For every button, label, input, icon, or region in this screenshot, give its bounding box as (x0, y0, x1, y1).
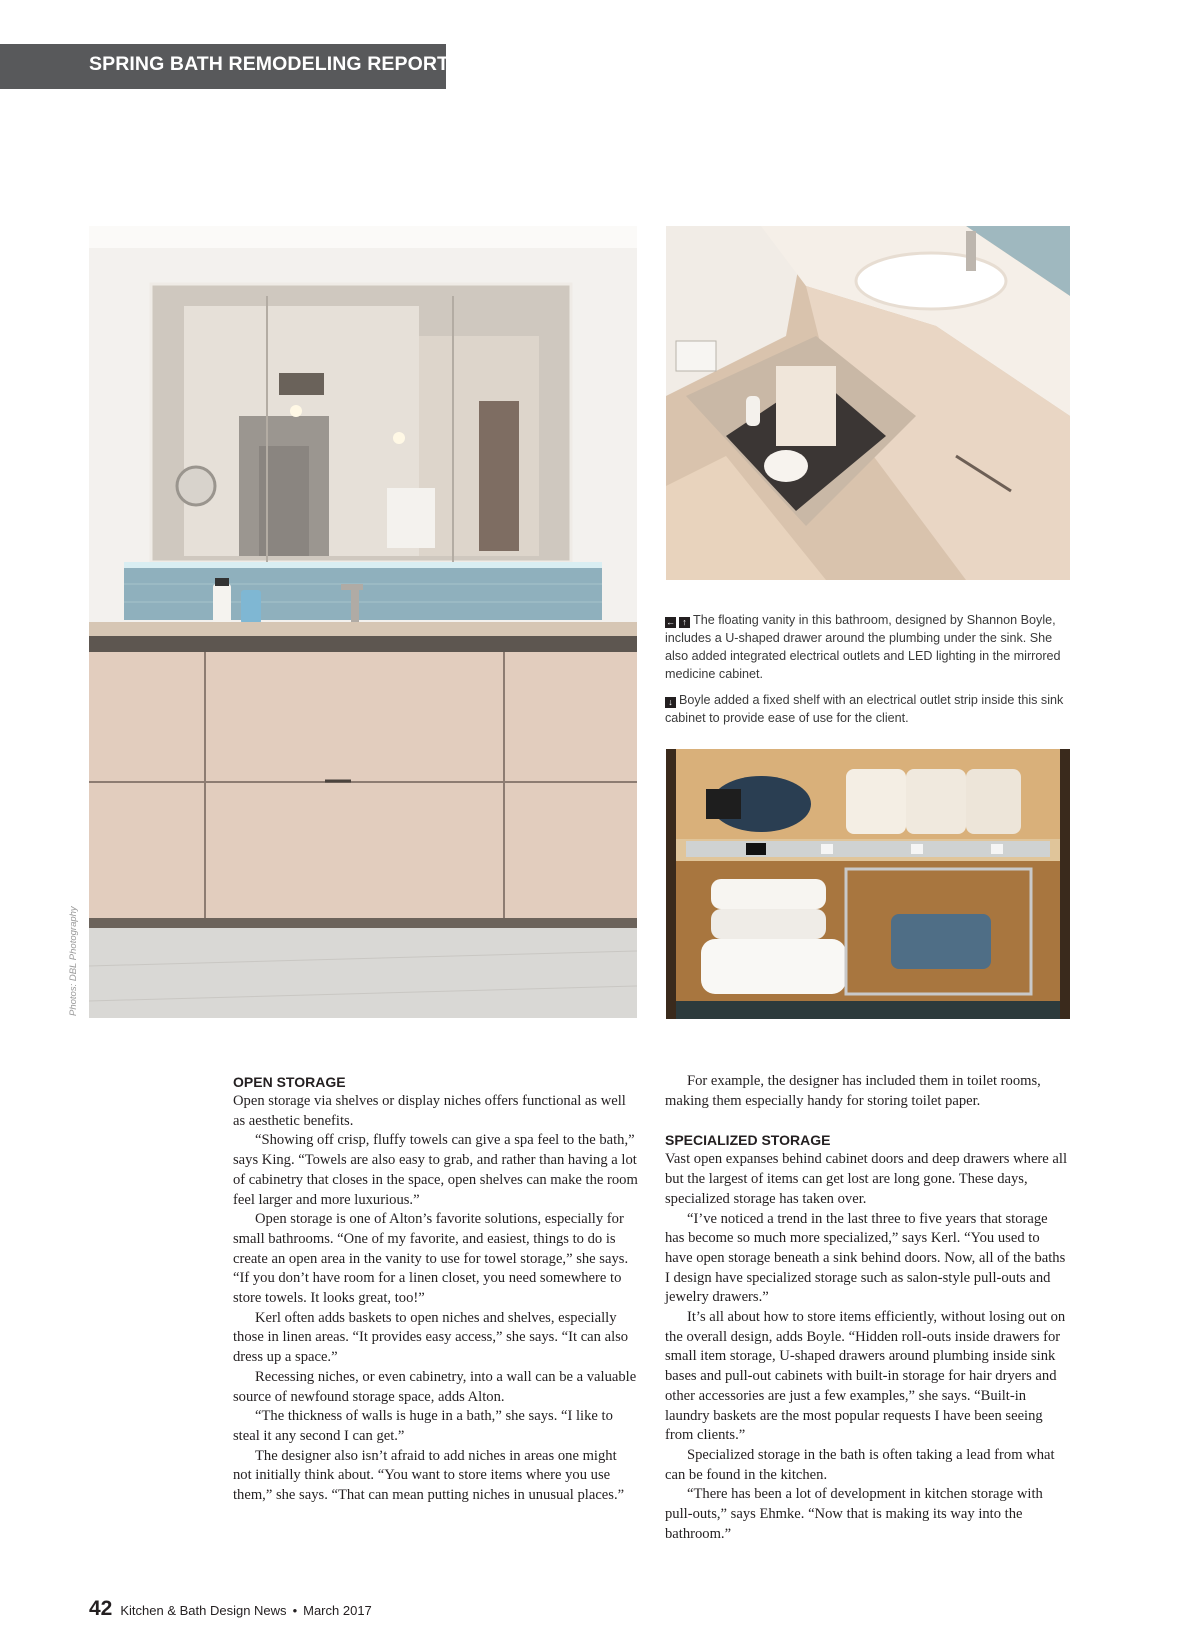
paragraph: For example, the designer has included them in toilet rooms, making them especially handy for storing toilet paper. (665, 1073, 1041, 1109)
paragraph: “The thickness of walls is huge in a bath,” she says. “I like to steal it any second I can get.” (233, 1408, 613, 1444)
issue-date: March 2017 (303, 1603, 372, 1618)
paragraph: It’s all about how to store items efficiently, without losing out on the overall design, adds Boyle. “Hidden roll-outs inside drawers for small item storage, U-shaped drawers around plumbing inside sink bases and pull-out cabinets with built-in storage for hair dryers and other accessories are just a few examples,” she says. “Built-in laundry baskets are the most popular requests I have been seeing from clients.” (665, 1309, 1066, 1444)
paragraph: “Showing off crisp, fluffy towels can give a spa feel to the bath,” says King. “Towels are also easy to grab, and rather than having a lot of cabinetry that closes in the space, open shelves can make the room feel larger and more luxurious.” (233, 1132, 638, 1208)
paragraph: The designer also isn’t afraid to add niches in areas one might not initially think about. “You want to store items where you use them,” she says. “That can mean putting niches in unusual places.” (233, 1447, 625, 1504)
arrow-down-icon: ↓ (665, 697, 676, 708)
article-column-left (233, 1072, 638, 1506)
paragraph: Specialized storage in the bath is often taking a lead from what can be found in the kitchen. (665, 1446, 1055, 1483)
page-footer (89, 1597, 372, 1621)
u-shaped-drawer-photo (666, 226, 1070, 580)
article-column-right (665, 1072, 1070, 1544)
sink-cabinet-shelf-photo (666, 749, 1070, 1019)
bathroom-vanity-photo (89, 226, 637, 1018)
paragraph: “I’ve noticed a trend in the last three to five years that storage has become so much more specialized,” says Kerl. “You used to have open storage beneath a sink behind doors. Now, all of the baths I design have specialized storage such as salon-style pull-outs and jewelry drawers.” (665, 1210, 1066, 1306)
paragraph: Recessing niches, or even cabinetry, into a wall can be a valuable source of newfound storage space, adds Alton. (233, 1368, 637, 1405)
paragraph: Kerl often adds baskets to open niches and shelves, especially those in linen areas. “It provides easy access,” she says. “It can also dress up a space.” (233, 1309, 629, 1366)
arrow-up-icon: ↑ (679, 617, 690, 628)
footer-separator: • (292, 1603, 298, 1618)
caption-text-second: Boyle added a fixed shelf with an electrical outlet strip inside this sink cabinet to provide ease of use for the client. (665, 693, 1064, 725)
section-title: SPRING BATH REMODELING REPORT (89, 53, 450, 75)
paragraph: Vast open expanses behind cabinet doors and deep drawers where all but the largest of items can get lost are long gone. These days, specialized storage has taken over. (665, 1151, 1067, 1207)
photo-credit: Photos: DBL Photography (68, 906, 79, 1016)
caption-text-first: The floating vanity in this bathroom, designed by Shannon Boyle, includes a U-shaped drawer around the plumbing under the sink. She also added integrated electrical outlets and LED lighting in the mirrored medicine cabinet. (665, 613, 1061, 681)
heading-open-storage: OPEN STORAGE (233, 1074, 346, 1090)
section-banner (0, 44, 450, 89)
page-number: 42 (89, 1597, 113, 1620)
paragraph: Open storage via shelves or display niches offers functional as well as aesthetic benefits. (233, 1093, 626, 1129)
photo-caption-first (665, 611, 1065, 683)
publication-name: Kitchen & Bath Design News (120, 1603, 287, 1618)
paragraph: Open storage is one of Alton’s favorite solutions, especially for small bathrooms. “One of my favorite, and easiest, things to do is create an open area in the vanity to use for towel storage,” she says. “If you don’t have room for a linen closet, you need somewhere to store towels. It looks great, too!” (233, 1211, 629, 1307)
arrow-left-icon: ← (666, 617, 675, 627)
photo-caption-second (665, 691, 1065, 727)
paragraph: “There has been a lot of development in kitchen storage with pull-outs,” says Ehmke. “Now that is making its way into the bathroom.” (665, 1486, 1043, 1542)
heading-specialized-storage: SPECIALIZED STORAGE (665, 1132, 831, 1149)
